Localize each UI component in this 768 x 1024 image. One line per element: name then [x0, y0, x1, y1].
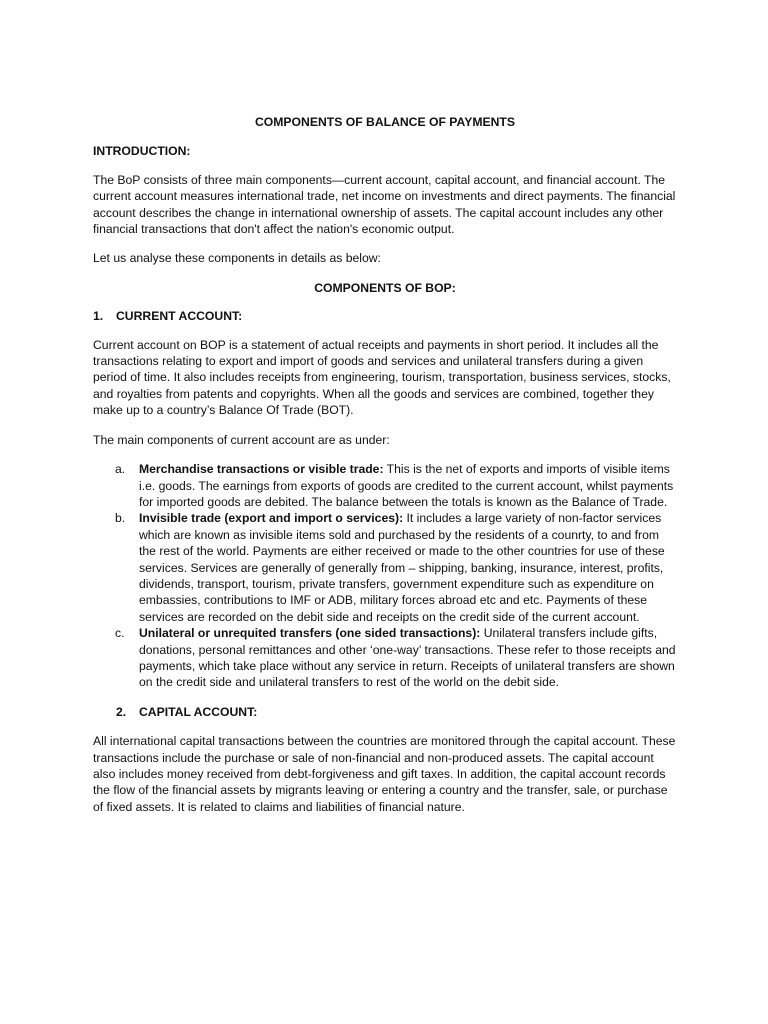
- section2-number: 2.: [116, 704, 127, 719]
- section1-number: 1.: [93, 309, 104, 324]
- analyse-paragraph: Let us analyse these components in details as below:: [93, 251, 381, 266]
- intro-paragraph: The BoP consists of three main components—current account, capital account, and financial account. The current account measures international trade, net income on investments and direct payments. The financial account describes the change in international ownership of assets. The capital account includes any other financial transactions that don't affect the nation's economic output.: [93, 172, 676, 237]
- intro-heading: INTRODUCTION:: [93, 144, 191, 159]
- list-item: [115, 461, 677, 510]
- section2-title: CAPITAL ACCOUNT:: [139, 704, 258, 719]
- section1-list-intro: The main components of current account are as under:: [93, 432, 390, 447]
- list-item-text: Unilateral transfers include gifts, donations, personal remittances and other ‘one-way’ transactions. These refer to those receipts and payments, which take place without any service in return. Receipts of unilateral transfers are shown on the credit side and unilateral transfers to rest of the world on the debit side.: [139, 626, 676, 690]
- document-page: [93, 114, 677, 828]
- list-marker: c.: [115, 626, 125, 641]
- document-title: COMPONENTS OF BALANCE OF PAYMENTS: [254, 115, 515, 129]
- current-account-components-list: [93, 461, 677, 691]
- list-item-term: Invisible trade (export and import o services):: [139, 511, 404, 526]
- section2-paragraph: All international capital transactions between the countries are monitored through the capital account. These transactions include the purchase or sale of non-financial and non-produced assets. The capital account also includes money received from debt-forgiveness and gift taxes. In addition, the capital account records the flow of the financial assets by migrants leaving or entering a country and the transfer, sale, or purchase of fixed assets. It is related to claims and liabilities of financial nature.: [93, 734, 676, 814]
- list-item: [115, 625, 677, 691]
- list-item-text: This is the net of exports and imports of visible items i.e. goods. The earnings from exports of goods are credited to the current account, whilst payments for imported goods are debited. The balance between the totals is known as the Balance of Trade.: [139, 462, 674, 509]
- list-item-text: It includes a large variety of non-factor services which are known as invisible items sold and purchased by the residents of a counrty, to and from the rest of the world. Payments are either received or made to the other countries for use of these services. Services are generally of generally from – shipping, banking, insurance, interest, profits, dividends, transport, tourism, private transfers, government expenditure such as expenditure on embassies, contributions to IMF or ADB, military forces abroad etc and etc. Payments of these services are recorded on the debit side and receipts on the credit side of the current account.: [139, 511, 665, 624]
- section1-paragraph: Current account on BOP is a statement of actual receipts and payments in short period. It includes all the transactions relating to export and import of goods and services and unilateral transfers during a given period of time. It also includes receipts from engineering, tourism, transportation, business services, stocks, and royalties from patents and copyrights. When all the goods and services are combined, together they make up to a country’s Balance Of Trade (BOT).: [93, 337, 671, 418]
- list-item-term: Unilateral or unrequited transfers (one sided transactions):: [139, 626, 481, 641]
- list-marker: a.: [115, 462, 126, 477]
- list-item-term: Merchandise transactions or visible trade:: [139, 462, 384, 477]
- components-heading: COMPONENTS OF BOP:: [314, 280, 456, 295]
- section1-title: CURRENT ACCOUNT:: [116, 309, 243, 324]
- list-item: [115, 510, 677, 625]
- section1-heading: [93, 308, 677, 324]
- section2-heading: [93, 704, 677, 720]
- list-marker: b.: [115, 511, 126, 526]
